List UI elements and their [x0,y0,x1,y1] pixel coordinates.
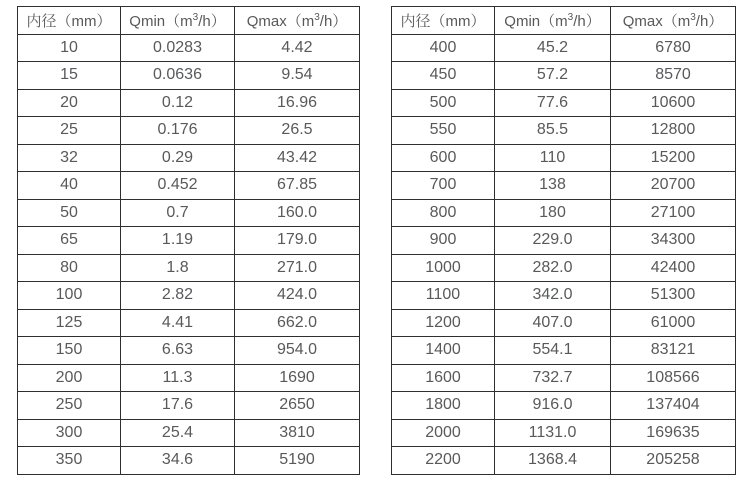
table-cell: 25 [18,117,121,145]
table-cell: 50 [18,199,121,227]
table-cell: 554.1 [495,337,611,365]
table-cell: 500 [392,89,495,117]
table-cell: 450 [392,62,495,90]
column-header-text: Qmax（m [622,12,691,30]
table-row [18,392,360,420]
table-cell: 77.6 [495,89,611,117]
table-row [392,447,736,475]
table-header [392,7,736,35]
table-row [392,117,736,145]
column-header-text: 内径（mm） [400,12,486,30]
table-row [18,89,360,117]
table-cell: 32 [18,144,121,172]
column-header-text: Qmax（m [246,12,315,30]
table-cell: 229.0 [495,227,611,255]
table-cell: 900 [392,227,495,255]
table-cell: 20700 [611,172,736,200]
table-row [18,337,360,365]
table-row [392,309,736,337]
table-cell: 800 [392,199,495,227]
table-row [392,392,736,420]
column-header [121,7,235,35]
table-cell: 0.12 [121,89,235,117]
table-cell: 17.6 [121,392,235,420]
table-row [392,62,736,90]
table-cell: 42400 [611,254,736,282]
table-cell: 15200 [611,144,736,172]
table-cell: 6780 [611,34,736,62]
table-row [392,172,736,200]
column-header-text: Qmin（m [129,12,193,30]
table-cell: 1368.4 [495,447,611,475]
table-cell: 1.8 [121,254,235,282]
table-cell: 1400 [392,337,495,365]
table-cell: 100 [18,282,121,310]
table-cell: 26.5 [235,117,360,145]
table-cell: 2650 [235,392,360,420]
superscript: 3 [192,11,199,23]
table-row [18,227,360,255]
table-row [18,34,360,62]
table-cell: 16.96 [235,89,360,117]
table-cell: 407.0 [495,309,611,337]
table-cell: 85.5 [495,117,611,145]
table-cell: 138 [495,172,611,200]
table-cell: 282.0 [495,254,611,282]
table-cell: 1131.0 [495,419,611,447]
column-header-text: Qmin（m [504,12,568,30]
table-cell: 25.4 [121,419,235,447]
table-cell: 1100 [392,282,495,310]
table-row [18,62,360,90]
table-cell: 954.0 [235,337,360,365]
flow-range-table-left [17,6,360,475]
table-row [18,282,360,310]
table-cell: 2000 [392,419,495,447]
table-cell: 0.452 [121,172,235,200]
table-row [18,419,360,447]
table-cell: 51300 [611,282,736,310]
column-header [611,7,736,35]
table-cell: 10600 [611,89,736,117]
table-cell: 342.0 [495,282,611,310]
table-row [18,199,360,227]
flow-range-table-right [391,6,736,475]
table-cell: 65 [18,227,121,255]
table-cell: 5190 [235,447,360,475]
table-cell: 67.85 [235,172,360,200]
table-row [18,364,360,392]
table-row [392,227,736,255]
column-header-text: 内径（mm） [26,12,112,30]
table-cell: 80 [18,254,121,282]
table-cell: 34.6 [121,447,235,475]
table-cell: 2.82 [121,282,235,310]
table-cell: 0.0283 [121,34,235,62]
table-cell: 169635 [611,419,736,447]
header-row [392,7,736,35]
table-cell: 205258 [611,447,736,475]
table-cell: 137404 [611,392,736,420]
table-cell: 15 [18,62,121,90]
table-row [392,34,736,62]
table-cell: 11.3 [121,364,235,392]
table-cell: 8570 [611,62,736,90]
table-cell: 732.7 [495,364,611,392]
table-cell: 1800 [392,392,495,420]
table-row [18,447,360,475]
table-row [392,364,736,392]
column-header-text: /h） [319,12,348,30]
table-row [392,282,736,310]
table-cell: 150 [18,337,121,365]
table-cell: 700 [392,172,495,200]
table-cell: 4.41 [121,309,235,337]
table-cell: 0.0636 [121,62,235,90]
table-cell: 45.2 [495,34,611,62]
table-cell: 662.0 [235,309,360,337]
table-row [392,254,736,282]
column-header-text: /h） [573,12,601,30]
table-row [392,89,736,117]
table-cell: 108566 [611,364,736,392]
table-row [392,419,736,447]
table-cell: 1200 [392,309,495,337]
table-cell: 600 [392,144,495,172]
table-row [392,144,736,172]
table-row [18,117,360,145]
table-cell: 43.42 [235,144,360,172]
table-cell: 1690 [235,364,360,392]
table-cell: 1000 [392,254,495,282]
table-cell: 20 [18,89,121,117]
table-body [18,34,360,474]
table-cell: 1.19 [121,227,235,255]
table-cell: 125 [18,309,121,337]
table-header [18,7,360,35]
table-cell: 400 [392,34,495,62]
table-cell: 40 [18,172,121,200]
table-cell: 0.176 [121,117,235,145]
table-cell: 350 [18,447,121,475]
table-cell: 200 [18,364,121,392]
table-cell: 83121 [611,337,736,365]
table-cell: 57.2 [495,62,611,90]
column-header [392,7,495,35]
table-cell: 110 [495,144,611,172]
table-cell: 179.0 [235,227,360,255]
header-row [18,7,360,35]
table-cell: 27100 [611,199,736,227]
table-cell: 271.0 [235,254,360,282]
table-cell: 0.29 [121,144,235,172]
table-cell: 916.0 [495,392,611,420]
table-row [392,199,736,227]
table-cell: 12800 [611,117,736,145]
table-cell: 300 [18,419,121,447]
table-cell: 250 [18,392,121,420]
table-cell: 550 [392,117,495,145]
table-row [18,309,360,337]
table-cell: 160.0 [235,199,360,227]
superscript: 3 [314,11,320,23]
table-body [392,34,736,474]
superscript: 3 [690,11,696,23]
table-cell: 424.0 [235,282,360,310]
table-row [18,144,360,172]
table-cell: 6.63 [121,337,235,365]
column-header-text: /h） [198,12,226,30]
table-row [392,337,736,365]
table-cell: 180 [495,199,611,227]
table-cell: 2200 [392,447,495,475]
column-header [495,7,611,35]
superscript: 3 [567,11,574,23]
table-cell: 9.54 [235,62,360,90]
table-cell: 34300 [611,227,736,255]
table-cell: 4.42 [235,34,360,62]
table-cell: 3810 [235,419,360,447]
table-cell: 61000 [611,309,736,337]
column-header [235,7,360,35]
column-header-text: /h） [695,12,724,30]
table-cell: 10 [18,34,121,62]
table-cell: 1600 [392,364,495,392]
column-header [18,7,121,35]
table-row [18,254,360,282]
table-cell: 0.7 [121,199,235,227]
table-row [18,172,360,200]
flow-range-tables [17,6,736,475]
